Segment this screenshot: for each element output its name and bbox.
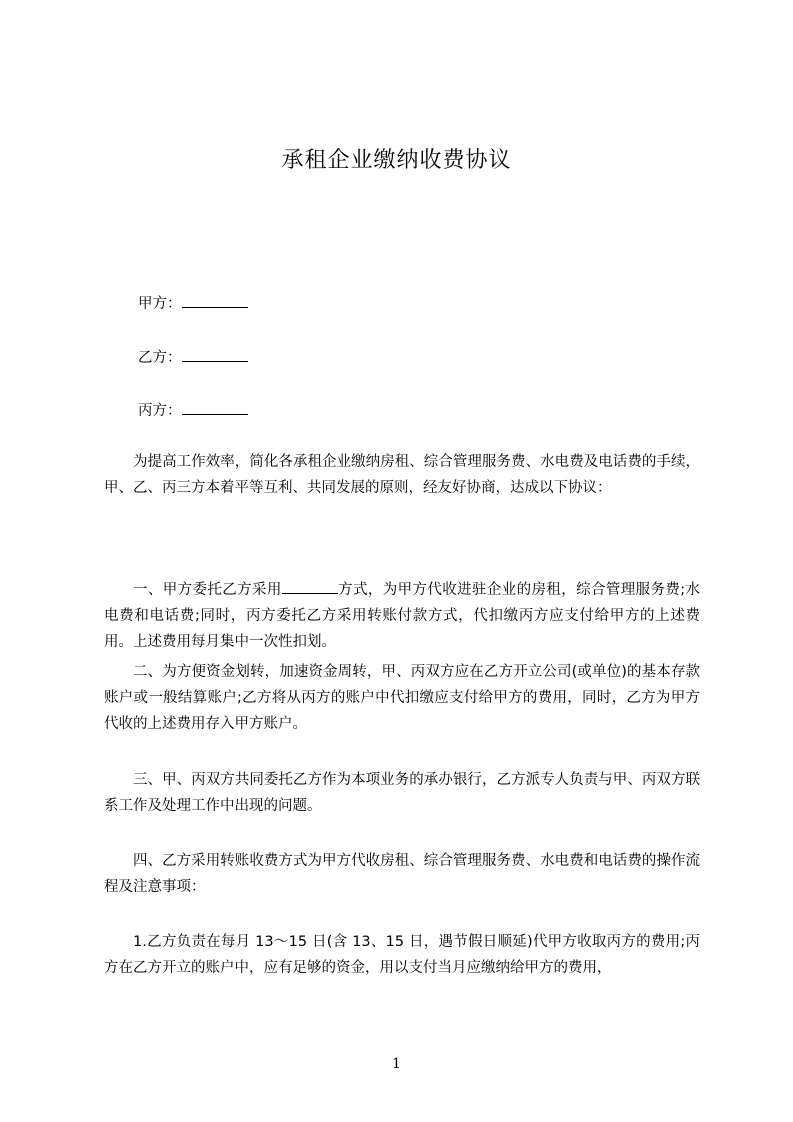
clause-1-start: 一、甲方委托乙方采用 xyxy=(133,582,282,598)
party-c-line xyxy=(138,399,248,420)
party-b-blank xyxy=(182,347,248,362)
clause-1-rest: 方式，为甲方代收进驻企业的房租，综合管理服务费;水电费和电话费;同时，丙方委托乙方采用转账付款方式，代扣缴丙方应支付给甲方的上述费用。上述费用每月集中一次性扣划。 xyxy=(104,582,700,650)
clause-3: 三、甲、丙双方共同委托乙方作为本项业务的承办银行，乙方派专人负责与甲、丙双方联系工作及处理工作中出现的问题。 xyxy=(104,772,700,814)
clause-1 xyxy=(104,577,700,655)
party-a-line xyxy=(138,292,248,313)
party-a-blank xyxy=(182,293,248,308)
clause-4-item-1: 1.乙方负责在每月 13～15 日(含 13、15 日，遇节假日顺延)代甲方收取丙方的费用;丙方在乙方开立的账户中，应有足够的资金，用以支付当月应缴纳给甲方的费用， xyxy=(104,934,700,976)
page-number: 1 xyxy=(392,1056,401,1072)
clause-4: 四、乙方采用转账收费方式为甲方代收房租、综合管理服务费、水电费和电话费的操作流程及注意事项： xyxy=(104,853,700,895)
party-c-label: 丙方： xyxy=(138,403,182,419)
intro-paragraph: 为提高工作效率，简化各承租企业缴纳房租、综合管理服务费、水电费及电话费的手续，甲、乙、丙三方本着平等互利、共同发展的原则，经友好协商，达成以下协议： xyxy=(104,454,700,496)
clause-1-blank xyxy=(282,579,338,594)
clause-2: 二、为方便资金划转，加速资金周转，甲、丙双方应在乙方开立公司(或单位)的基本存款账户或一般结算账户;乙方将从丙方的账户中代扣缴应支付给甲方的费用，同时，乙方为甲方代收的上述费用存入甲方账户。 xyxy=(104,664,700,732)
party-a-label: 甲方： xyxy=(138,296,182,312)
party-c-blank xyxy=(182,400,248,415)
document-title: 承租企业缴纳收费协议 xyxy=(281,148,512,173)
party-b-label: 乙方： xyxy=(138,350,182,366)
party-b-line xyxy=(138,346,248,367)
